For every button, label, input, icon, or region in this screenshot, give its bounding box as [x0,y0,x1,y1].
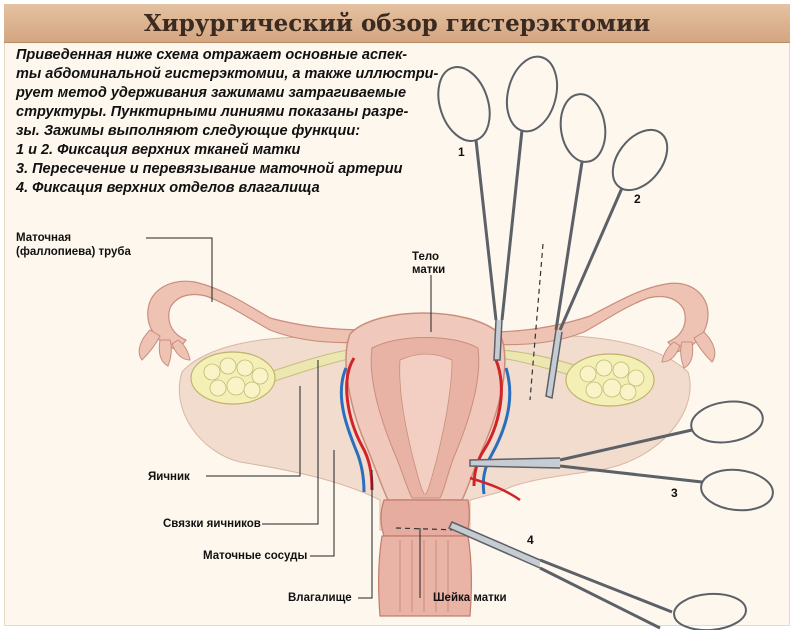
page-title: Хирургический обзор гистерэктомии [143,10,651,37]
label-cervix: Шейка матки [433,592,507,604]
intro-line: 4. Фиксация верхних отделов влагалища [16,180,320,196]
intro-line: 1 и 2. Фиксация верхних тканей матки [16,142,301,158]
label-uterus-body-2: матки [412,264,446,276]
intro-line: рует метод удерживания зажимами затрагиваемые [16,85,407,101]
right-ovary [566,354,654,406]
clamp-number-3: 3 [671,486,678,500]
label-fallopian-tube-1: Маточная [16,232,72,244]
label-uterus-body-1: Тело [412,251,440,263]
clamp-number-1: 1 [458,145,465,159]
clamp-number-2: 2 [634,192,641,206]
intro-line: ты абдоминальной гистерэктомии, а также иллюстри- [16,66,439,82]
label-ovarian-ligaments: Связки яичников [163,518,261,530]
intro-line: 3. Пересечение и перевязывание маточной артерии [16,161,403,177]
intro-line: зы. Зажимы выполняют следующие функции: [16,123,361,139]
left-ovary [191,352,275,404]
clamp-number-4: 4 [527,533,534,547]
intro-line: структуры. Пунктирными линиями показаны разре- [16,104,409,120]
clamp-4 [449,522,747,630]
label-fallopian-tube-2: (фаллопиева) труба [16,246,131,258]
left-fallopian-tube [148,281,368,350]
intro-line: Приведенная ниже схема отражает основные аспек- [16,47,408,63]
label-uterine-vessels: Маточные сосуды [203,550,308,562]
label-ovary: Яичник [148,471,190,483]
clamp-1 [429,51,564,360]
label-vagina: Влагалище [288,592,352,604]
